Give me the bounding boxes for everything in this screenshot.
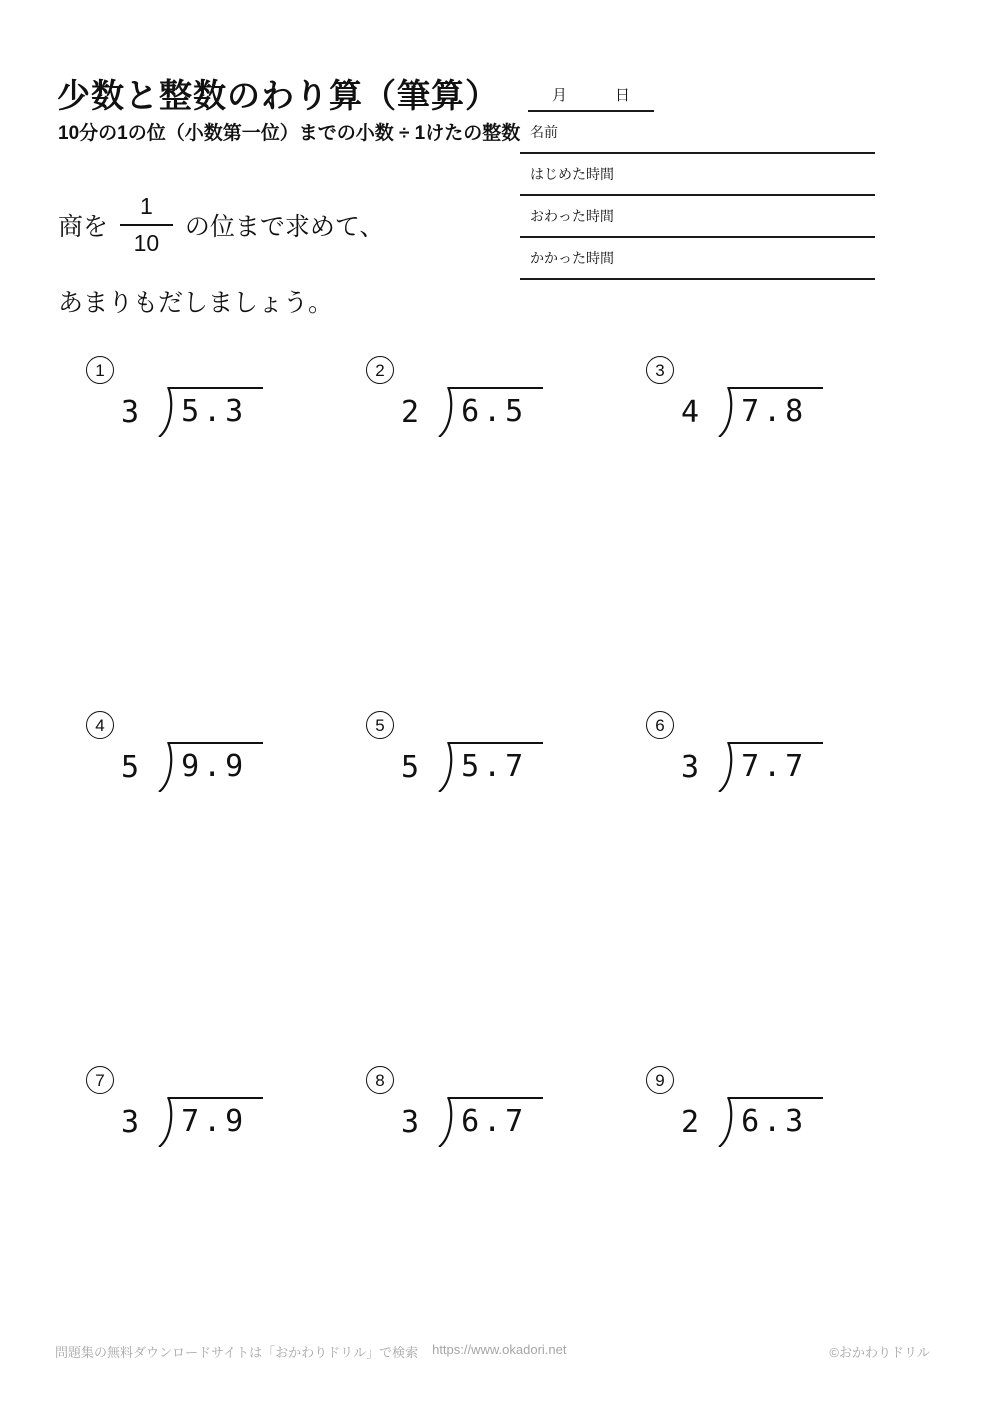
problem-3: [646, 356, 926, 437]
day-label: 日: [614, 86, 630, 104]
dividend: 7.9: [169, 1097, 263, 1140]
footer-site-text: 問題集の無料ダウンロードサイトは「おかわりドリル」で検索: [55, 1345, 419, 1360]
problem-number-badge: [86, 356, 114, 384]
divisor: 2: [681, 1105, 700, 1140]
problem-number: 5: [375, 715, 385, 735]
instruction-line-1: [58, 192, 384, 258]
problem-7: [86, 1066, 366, 1147]
divisor: 5: [121, 750, 140, 785]
problem-number-badge: [646, 711, 674, 739]
problem-number: 1: [95, 360, 105, 380]
dividend: 7.7: [729, 742, 823, 785]
problem-4: [86, 711, 366, 792]
division-bracket-icon: [157, 387, 177, 437]
fraction-numerator: 1: [120, 192, 173, 226]
problem-number-badge: [86, 1066, 114, 1094]
instruction-prefix: 商を: [58, 212, 109, 241]
start-time-label: はじめた時間: [530, 166, 614, 182]
problem-number-badge: [366, 1066, 394, 1094]
page-subtitle: 10分の1の位（小数第一位）までの小数 ÷ 1けたの整数: [58, 123, 521, 144]
problem-number-badge: [366, 356, 394, 384]
division-bracket-icon: [437, 387, 457, 437]
long-division: [121, 742, 366, 792]
end-time-label: おわった時間: [530, 208, 614, 224]
problem-1: [86, 356, 366, 437]
name-label: 名前: [530, 124, 558, 140]
long-division: [681, 1097, 926, 1147]
long-division: [121, 387, 366, 437]
problem-number-badge: [646, 1066, 674, 1094]
problem-5: [366, 711, 646, 792]
problem-number-badge: [646, 356, 674, 384]
long-division: [681, 742, 926, 792]
division-bracket-icon: [717, 1097, 737, 1147]
division-bracket-icon: [157, 1097, 177, 1147]
long-division: [401, 387, 646, 437]
problem-number: 3: [655, 360, 665, 380]
division-bracket-icon: [157, 742, 177, 792]
long-division: [401, 742, 646, 792]
divisor: 3: [681, 750, 700, 785]
dividend: 7.8: [729, 387, 823, 430]
instruction-line-2: あまりもだしましょう。: [58, 289, 334, 317]
divisor: 5: [401, 750, 420, 785]
student-info-form: [520, 78, 875, 280]
footer-note: [55, 1342, 567, 1361]
start-time-field: [520, 154, 875, 196]
long-division: [681, 387, 926, 437]
dividend: 6.3: [729, 1097, 823, 1140]
division-bracket-icon: [717, 742, 737, 792]
dividend: 5.7: [449, 742, 543, 785]
divisor: 2: [401, 395, 420, 430]
problem-number: 9: [655, 1070, 665, 1090]
divisor: 3: [121, 395, 140, 430]
fraction-denominator: 10: [133, 229, 160, 256]
elapsed-time-label: かかった時間: [530, 250, 614, 266]
divisor: 3: [401, 1105, 420, 1140]
division-bracket-icon: [437, 1097, 457, 1147]
dividend: 9.9: [169, 742, 263, 785]
problem-8: [366, 1066, 646, 1147]
end-time-field: [520, 196, 875, 238]
dividend: 6.7: [449, 1097, 543, 1140]
month-label: 月: [551, 86, 567, 104]
page-title: 少数と整数のわり算（筆算）: [57, 77, 499, 114]
instruction-suffix: の位まで求めて、: [184, 212, 385, 241]
problem-9: [646, 1066, 926, 1147]
problem-6: [646, 711, 926, 792]
divisor: 3: [121, 1105, 140, 1140]
footer-url: https://www.okadori.net: [432, 1342, 567, 1357]
divisor: 4: [681, 395, 700, 430]
date-field: [528, 78, 654, 112]
problem-number: 8: [375, 1070, 385, 1090]
division-bracket-icon: [437, 742, 457, 792]
problem-number: 4: [95, 715, 105, 735]
name-field: [520, 112, 875, 154]
problem-number: 2: [375, 360, 385, 380]
long-division: [401, 1097, 646, 1147]
problem-2: [366, 356, 646, 437]
problem-number-badge: [86, 711, 114, 739]
problem-number: 7: [95, 1070, 105, 1090]
long-division: [121, 1097, 366, 1147]
fraction-one-tenth: [120, 192, 173, 258]
dividend: 6.5: [449, 387, 543, 430]
dividend: 5.3: [169, 387, 263, 430]
problem-number: 6: [655, 715, 665, 735]
footer-copyright: ©おかわりドリル: [829, 1345, 930, 1360]
elapsed-time-field: [520, 238, 875, 280]
division-bracket-icon: [717, 387, 737, 437]
problem-number-badge: [366, 711, 394, 739]
